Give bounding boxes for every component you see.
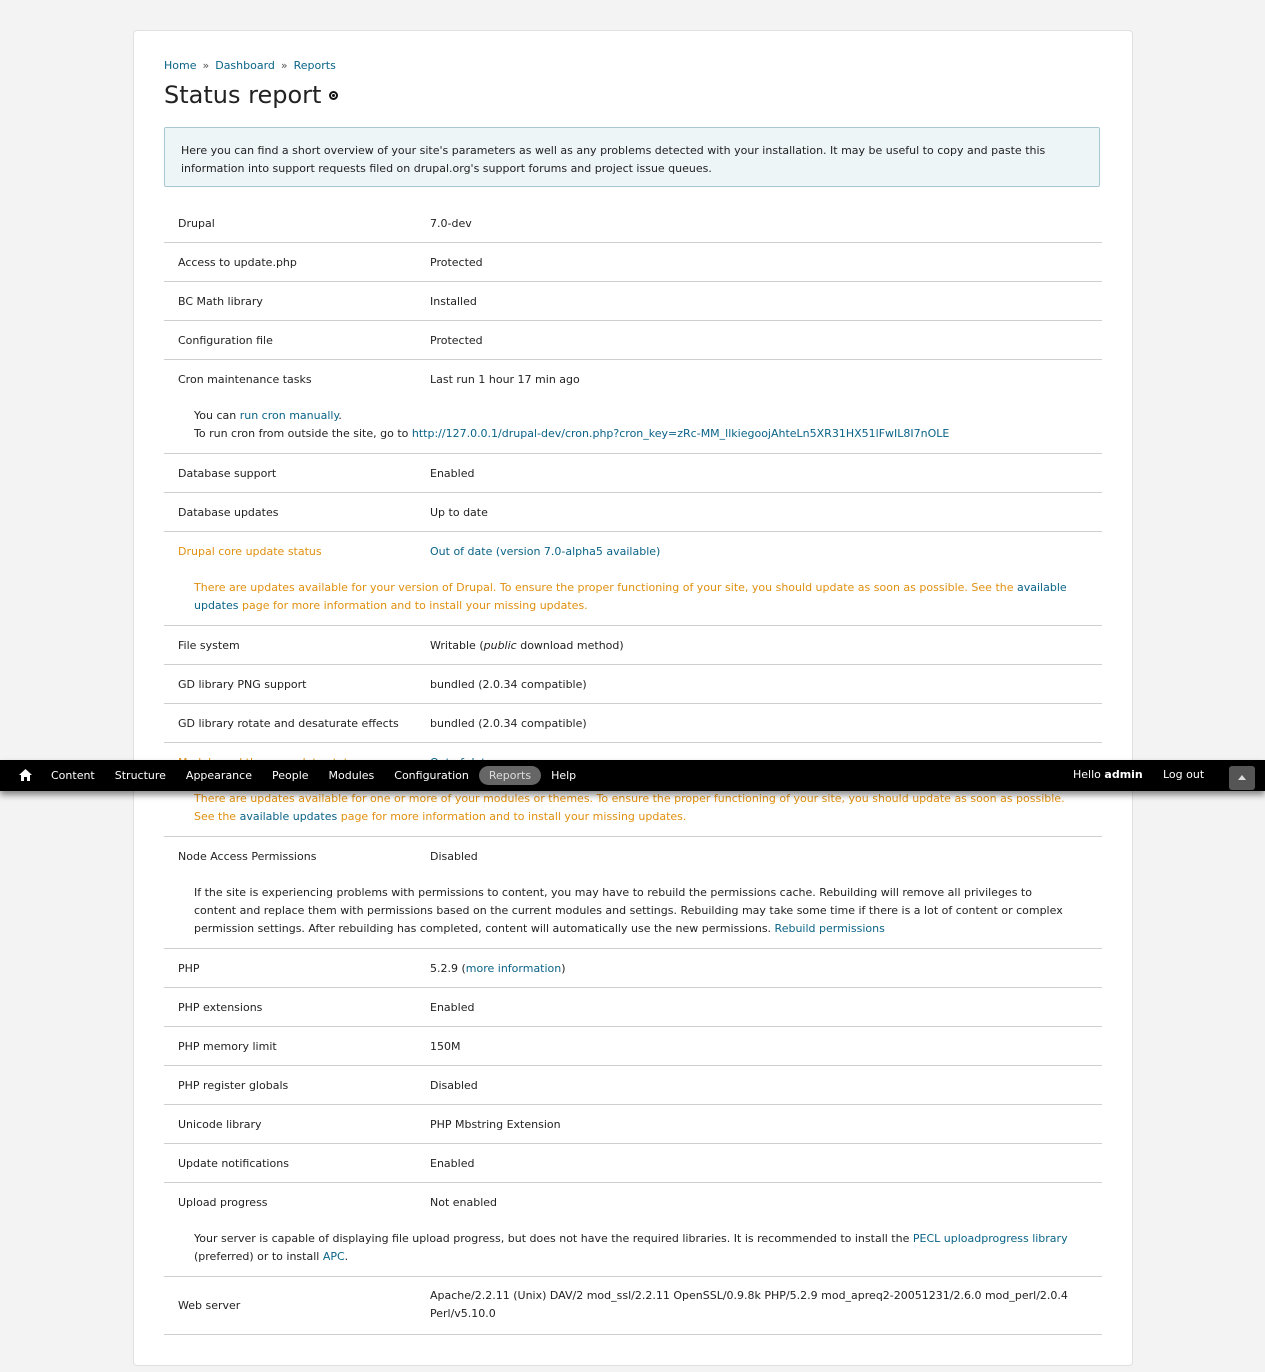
available-updates-link[interactable]: available updates <box>239 810 338 823</box>
table-row <box>164 204 1102 243</box>
php-value-suffix: ) <box>561 961 566 975</box>
row-value: Disabled <box>416 1066 1102 1105</box>
row-value: 7.0-dev <box>416 204 1102 243</box>
file-system-method: public <box>483 638 517 652</box>
row-label: Drupal core update status <box>178 544 322 558</box>
breadcrumb-reports[interactable]: Reports <box>293 59 336 72</box>
table-row <box>164 1105 1102 1144</box>
row-label: Unicode library <box>164 1105 416 1144</box>
row-label: Cron maintenance tasks <box>178 372 312 386</box>
table-row-description <box>164 1221 1102 1277</box>
table-row <box>164 243 1102 282</box>
row-label: Configuration file <box>164 321 416 360</box>
breadcrumb <box>164 59 336 72</box>
breadcrumb-separator: » <box>202 59 210 72</box>
page-title-text: Status report <box>164 81 322 109</box>
row-description <box>164 875 1102 949</box>
module-update-desc: There are updates available for one or more of your modules or themes. To ensure the proper functioning of your site, you should update as soon as possible. See the <box>194 792 1065 823</box>
toolbar-item-appearance[interactable]: Appearance <box>185 769 252 782</box>
table-row <box>164 988 1102 1027</box>
table-row <box>164 321 1102 360</box>
table-row <box>164 949 1102 988</box>
row-label: Node Access Permissions <box>178 849 317 863</box>
admin-toolbar <box>0 760 1265 791</box>
rebuild-permissions-link[interactable]: Rebuild permissions <box>774 922 885 935</box>
logout-link[interactable]: Log out <box>1163 768 1205 781</box>
username-link[interactable]: admin <box>1104 768 1143 781</box>
row-value: Protected <box>416 243 1102 282</box>
row-label: PHP register globals <box>164 1066 416 1105</box>
toolbar-item-help[interactable]: Help <box>551 769 577 782</box>
row-value: Up to date <box>416 493 1102 532</box>
cron-desc-line2: To run cron from outside the site, go to <box>194 427 409 440</box>
row-value <box>416 949 1102 988</box>
toolbar-menu <box>41 760 586 791</box>
table-row <box>164 1066 1102 1105</box>
cron-desc-suffix: . <box>338 409 342 422</box>
row-label: Access to update.php <box>164 243 416 282</box>
row-label: GD library rotate and desaturate effects <box>164 704 416 743</box>
core-update-link[interactable]: Out of date (version 7.0-alpha5 available) <box>430 544 661 558</box>
row-value: Last run 1 hour 17 min ago <box>430 372 580 386</box>
breadcrumb-home[interactable]: Home <box>164 59 197 72</box>
row-label: Drupal <box>164 204 416 243</box>
row-label: PHP extensions <box>164 988 416 1027</box>
row-value: 150M <box>416 1027 1102 1066</box>
breadcrumb-separator: » <box>280 59 288 72</box>
row-description <box>164 398 1102 454</box>
upload-progress-desc-suffix: . <box>344 1250 349 1263</box>
pecl-uploadprogress-link[interactable]: PECL uploadprogress library <box>912 1232 1068 1245</box>
table-row <box>164 454 1102 493</box>
table-row <box>164 1144 1102 1183</box>
row-value: Enabled <box>416 454 1102 493</box>
table-row <box>164 704 1102 743</box>
breadcrumb-dashboard[interactable]: Dashboard <box>215 59 275 72</box>
row-description <box>164 570 1102 626</box>
table-row <box>164 626 1102 665</box>
row-label: File system <box>164 626 416 665</box>
row-label: BC Math library <box>164 282 416 321</box>
row-value: Installed <box>416 282 1102 321</box>
row-value <box>416 532 1102 571</box>
toolbar-item-configuration[interactable]: Configuration <box>394 769 469 782</box>
toolbar-item-content[interactable]: Content <box>51 769 95 782</box>
upload-progress-desc-middle: (preferred) or to install <box>194 1250 320 1263</box>
row-value <box>416 626 1102 665</box>
core-update-desc: There are updates available for your version of Drupal. To ensure the proper functioning of your site, you should update as soon as possible. See the <box>194 581 1014 594</box>
apc-link[interactable]: APC <box>322 1250 345 1263</box>
row-label: GD library PNG support <box>164 665 416 704</box>
row-label: Upload progress <box>178 1195 268 1209</box>
toolbar-item-reports[interactable]: Reports <box>479 766 541 785</box>
php-version: 5.2.9 ( <box>430 961 466 975</box>
row-value: Disabled <box>430 849 478 863</box>
row-label: Update notifications <box>164 1144 416 1183</box>
help-message: Here you can find a short overview of your site's parameters as well as any problems detected with your installation. It may be useful to copy and paste this information into support requests filed on drupal.org's support forums and project issue queues. <box>164 127 1100 187</box>
row-value: Enabled <box>416 988 1102 1027</box>
toolbar-item-modules[interactable]: Modules <box>328 769 375 782</box>
row-value: bundled (2.0.34 compatible) <box>416 665 1102 704</box>
page-container <box>133 30 1133 1366</box>
module-update-desc-suffix: page for more information and to install your missing updates. <box>340 810 687 823</box>
table-row <box>164 493 1102 532</box>
row-label: Database support <box>164 454 416 493</box>
php-more-info-link[interactable]: more information <box>465 961 562 975</box>
row-value: Enabled <box>416 1144 1102 1183</box>
row-value: Protected <box>416 321 1102 360</box>
toolbar-item-structure[interactable]: Structure <box>114 769 166 782</box>
home-icon[interactable] <box>19 769 32 781</box>
row-value: PHP Mbstring Extension <box>416 1105 1102 1144</box>
cron-desc-text: You can <box>194 409 237 422</box>
cron-url-link[interactable]: http://127.0.0.1/drupal-dev/cron.php?cron_key=zRc-MM_llkiegoojAhteLn5XR31HX51lFwIL8I7nOLE <box>411 427 950 440</box>
page-title <box>164 81 338 109</box>
row-value: Not enabled <box>430 1195 498 1209</box>
row-label: PHP memory limit <box>164 1027 416 1066</box>
row-description <box>164 1221 1102 1277</box>
row-value: bundled (2.0.34 compatible) <box>416 704 1102 743</box>
toolbar-user-greeting <box>1073 768 1143 781</box>
table-row <box>164 837 1102 876</box>
node-access-desc: If the site is experiencing problems with permissions to content, you may have to rebuild the permissions cache. Rebuilding will remove all privileges to content and replace them with permissions based on the current modules and settings. Rebuilding may take some time if there is a lot of content or complex permission settings. After rebuilding has completed, content will automatically use the new permissions. <box>194 886 1063 935</box>
hello-text: Hello <box>1073 768 1101 781</box>
table-row <box>164 282 1102 321</box>
table-row <box>164 1027 1102 1066</box>
table-row-warning <box>164 532 1102 571</box>
file-system-value: Writable ( <box>430 638 484 652</box>
table-row <box>164 1183 1102 1222</box>
row-label: Database updates <box>164 493 416 532</box>
row-label: PHP <box>164 949 416 988</box>
table-row-description <box>164 875 1102 949</box>
core-update-desc-suffix: page for more information and to install your missing updates. <box>242 599 588 612</box>
table-row <box>164 360 1102 399</box>
toolbar-item-people[interactable]: People <box>271 769 309 782</box>
table-row-description <box>164 570 1102 626</box>
row-label: Web server <box>164 1277 416 1335</box>
table-row <box>164 665 1102 704</box>
table-row <box>164 1277 1102 1335</box>
upload-progress-desc: Your server is capable of displaying file upload progress, but does not have the required libraries. It is recommended to install the <box>194 1232 910 1245</box>
row-value: Apache/2.2.11 (Unix) DAV/2 mod_ssl/2.2.11 OpenSSL/0.9.8k PHP/5.2.9 mod_apreq2-20051231/2.6.0 mod_perl/2.0.4 Perl/v5.10.0 <box>416 1277 1102 1335</box>
toolbar-drawer-toggle-icon[interactable] <box>1229 766 1255 790</box>
run-cron-link[interactable]: run cron manually <box>239 409 339 422</box>
available-updates-link[interactable]: available updates <box>194 581 1067 612</box>
add-shortcut-icon[interactable] <box>329 91 338 100</box>
table-row-description <box>164 398 1102 454</box>
file-system-value-suffix: download method) <box>520 638 624 652</box>
